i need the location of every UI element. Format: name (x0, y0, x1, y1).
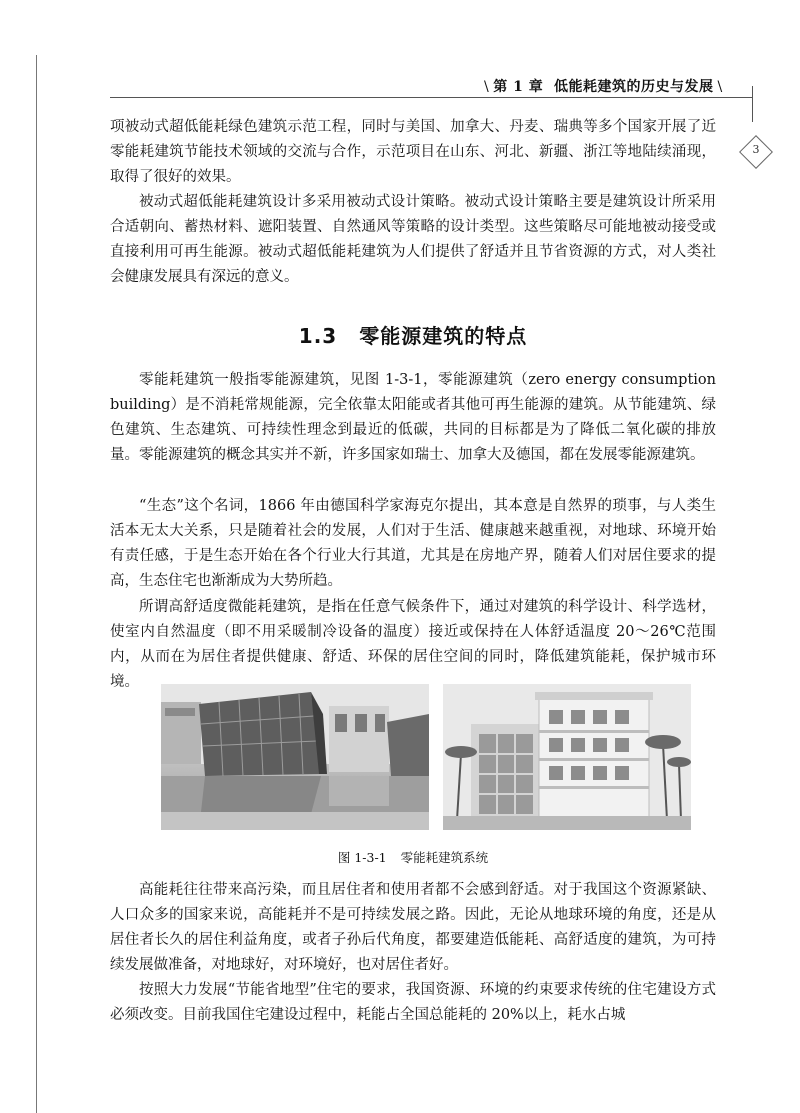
section-heading (110, 320, 716, 349)
paragraph-passive-design: 被动式超低能耗建筑设计多采用被动式设计策略。被动式设计策略主要是建筑设计所采用合适朝向、蓄热材料、遮阳装置、自然通风等策略的设计类型。这些策略尽可能地被动接受或直接利用可再生能源。被动式超低能耗建筑为人们提供了舒适并且节省资源的方式，对人类社会健康发展具有深远的意义。 (110, 194, 716, 285)
paragraph-continued: 项被动式超低能耗绿色建筑示范工程，同时与美国、加拿大、丹麦、瑞典等多个国家开展了近零能耗建筑节能技术领域的交流与合作，示范项目在山东、河北、新疆、浙江等地陆续涌现，取得了很好的效果。 (110, 119, 716, 185)
chapter-title: 低能耗建筑的历史与发展 (553, 79, 714, 95)
solar-building-illustration (161, 684, 429, 830)
section-title: 零能源建筑的特点 (359, 324, 528, 348)
page-number: 3 (752, 143, 760, 156)
figure-title: 零能耗建筑系统 (400, 850, 489, 865)
header-side-rule (752, 86, 753, 122)
paragraph-high-consumption: 高能耗往往带来高污染，而且居住者和使用者都不会感到舒适。对于我国这个资源紧缺、人口众多的国家来说，高能耗并不是可持续发展之路。因此，无论从地球环境的角度，还是从居住者长久的居住利益角度，或者子孙后代角度，都要建造低能耗、高舒适度的建筑，为可持续发展做准备，对地球好，对环境好，也对居住者好。 (110, 882, 716, 973)
left-margin-rule (36, 55, 37, 1113)
figure-number: 图 1-3-1 (337, 850, 387, 865)
paragraph-energy-saving-housing: 按照大力发展“节能省地型”住宅的要求，我国资源、环境的约束要求传统的住宅建设方式必须改变。目前我国住宅建设过程中，耗能占全国总能耗的 20%以上，耗水占城 (110, 982, 716, 1023)
header-rule (110, 97, 752, 98)
section-number: 1.3 (298, 324, 338, 348)
paragraph-ecology: “生态”这个名词，1866 年由德国科学家海克尔提出，其本意是自然界的琐事，与人类生活本无太大关系，只是随着社会的发展，人们对于生活、健康越来越重视，对地球、环境开始有责任感，于是生态开始在各个行业大行其道，尤其是在房地产界，随着人们对居住要求的提高，生态住宅也渐渐成为大势所趋。 (110, 498, 716, 589)
running-header: \ 第 1 章 低能耗建筑的历史与发展 \ (484, 79, 723, 95)
chapter-number: 第 1 章 (493, 79, 544, 95)
paragraph-high-comfort: 所谓高舒适度微能耗建筑，是指在任意气候条件下，通过对建筑的科学设计、科学选材，使室内自然温度（即不用采暖制冷设备的温度）接近或保持在人体舒适温度 20～26℃范围内，从而在为居住者提供健康、舒适、环保的居住空间的同时，降低建筑能耗，保护城市环境。 (110, 599, 716, 690)
photo-solar-facade-building (161, 684, 429, 830)
figure-caption (110, 848, 716, 866)
photo-modern-building (443, 684, 691, 830)
modern-building-illustration (443, 684, 691, 830)
paragraph-zero-energy: 零能耗建筑一般指零能源建筑，见图 1-3-1，零能源建筑（zero energy consumption building）是不消耗常规能源，完全依靠太阳能或者其他可再生能源的建筑。从节能建筑、绿色建筑、生态建筑、可持续性理念到最近的低碳，共同的目标都是为了降低二氧化碳的排放量。零能源建筑的概念其实并不新，许多国家如瑞士、加拿大及德国，都在发展零能源建筑。 (110, 372, 716, 463)
